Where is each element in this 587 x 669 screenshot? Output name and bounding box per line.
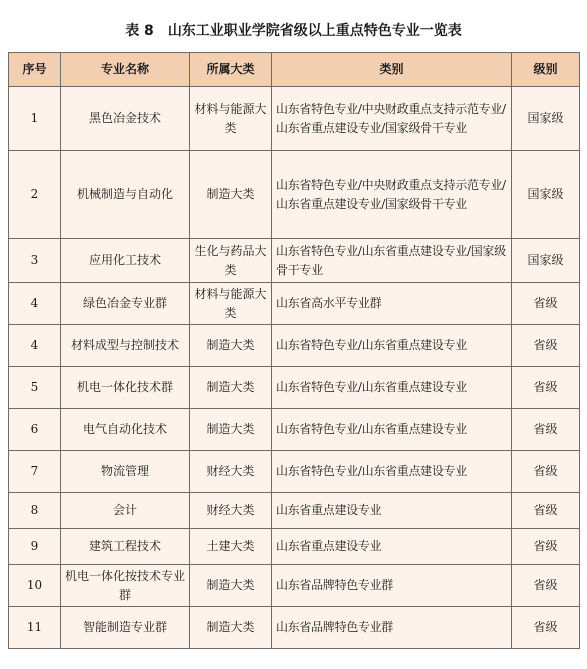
cell-type: 山东省重点建设专业 bbox=[272, 493, 512, 529]
cell-name: 机械制造与自动化 bbox=[61, 151, 190, 239]
cell-no: 11 bbox=[9, 607, 61, 649]
cell-category: 材料与能源大类 bbox=[190, 283, 272, 325]
cell-type: 山东省特色专业/山东省重点建设专业 bbox=[272, 325, 512, 367]
table-title: 山东工业职业学院省级以上重点特色专业一览表 bbox=[167, 23, 462, 39]
cell-name: 机电一体化技术群 bbox=[61, 367, 190, 409]
table-row bbox=[9, 151, 580, 239]
cell-category: 制造大类 bbox=[190, 607, 272, 649]
cell-type: 山东省特色专业/山东省重点建设专业 bbox=[272, 451, 512, 493]
header-name: 专业名称 bbox=[61, 53, 190, 87]
table-caption bbox=[0, 22, 587, 40]
cell-type: 山东省特色专业/中央财政重点支持示范专业/山东省重点建设专业/国家级骨干专业 bbox=[272, 87, 512, 151]
header-level: 级别 bbox=[512, 53, 580, 87]
cell-no: 4 bbox=[9, 283, 61, 325]
cell-no: 1 bbox=[9, 87, 61, 151]
cell-level: 省级 bbox=[512, 529, 580, 565]
table-row bbox=[9, 529, 580, 565]
cell-level: 国家级 bbox=[512, 87, 580, 151]
cell-category: 财经大类 bbox=[190, 493, 272, 529]
cell-name: 黑色冶金技术 bbox=[61, 87, 190, 151]
cell-category: 制造大类 bbox=[190, 367, 272, 409]
cell-level: 国家级 bbox=[512, 151, 580, 239]
cell-category: 制造大类 bbox=[190, 409, 272, 451]
cell-type: 山东省品牌特色专业群 bbox=[272, 565, 512, 607]
cell-no: 7 bbox=[9, 451, 61, 493]
cell-level: 省级 bbox=[512, 565, 580, 607]
cell-name: 建筑工程技术 bbox=[61, 529, 190, 565]
cell-no: 2 bbox=[9, 151, 61, 239]
table-row bbox=[9, 367, 580, 409]
cell-no: 10 bbox=[9, 565, 61, 607]
cell-no: 6 bbox=[9, 409, 61, 451]
cell-category: 材料与能源大类 bbox=[190, 87, 272, 151]
specialty-table bbox=[8, 52, 580, 649]
cell-name: 电气自动化技术 bbox=[61, 409, 190, 451]
cell-category: 财经大类 bbox=[190, 451, 272, 493]
cell-level: 省级 bbox=[512, 325, 580, 367]
cell-type: 山东省特色专业/山东省重点建设专业/国家级骨干专业 bbox=[272, 239, 512, 283]
table-row bbox=[9, 239, 580, 283]
cell-type: 山东省特色专业/中央财政重点支持示范专业/山东省重点建设专业/国家级骨干专业 bbox=[272, 151, 512, 239]
table-row bbox=[9, 607, 580, 649]
table-row bbox=[9, 493, 580, 529]
cell-category: 制造大类 bbox=[190, 151, 272, 239]
header-no: 序号 bbox=[9, 53, 61, 87]
cell-category: 制造大类 bbox=[190, 325, 272, 367]
cell-type: 山东省品牌特色专业群 bbox=[272, 607, 512, 649]
header-type: 类别 bbox=[272, 53, 512, 87]
table-row bbox=[9, 87, 580, 151]
cell-name: 绿色冶金专业群 bbox=[61, 283, 190, 325]
cell-category: 土建大类 bbox=[190, 529, 272, 565]
cell-type: 山东省特色专业/山东省重点建设专业 bbox=[272, 409, 512, 451]
table-row bbox=[9, 283, 580, 325]
cell-category: 制造大类 bbox=[190, 565, 272, 607]
cell-type: 山东省高水平专业群 bbox=[272, 283, 512, 325]
cell-category: 生化与药品大类 bbox=[190, 239, 272, 283]
cell-name: 机电一体化按技术专业群 bbox=[61, 565, 190, 607]
cell-type: 山东省特色专业/山东省重点建设专业 bbox=[272, 367, 512, 409]
cell-level: 省级 bbox=[512, 409, 580, 451]
cell-level: 国家级 bbox=[512, 239, 580, 283]
table-header-row bbox=[9, 53, 580, 87]
cell-name: 材料成型与控制技术 bbox=[61, 325, 190, 367]
table-number: 表 8 bbox=[125, 23, 154, 39]
cell-level: 省级 bbox=[512, 493, 580, 529]
cell-level: 省级 bbox=[512, 283, 580, 325]
cell-name: 智能制造专业群 bbox=[61, 607, 190, 649]
cell-name: 物流管理 bbox=[61, 451, 190, 493]
cell-no: 3 bbox=[9, 239, 61, 283]
cell-no: 4 bbox=[9, 325, 61, 367]
cell-level: 省级 bbox=[512, 607, 580, 649]
table-row bbox=[9, 409, 580, 451]
cell-name: 应用化工技术 bbox=[61, 239, 190, 283]
table-row bbox=[9, 451, 580, 493]
cell-type: 山东省重点建设专业 bbox=[272, 529, 512, 565]
cell-name: 会计 bbox=[61, 493, 190, 529]
header-category: 所属大类 bbox=[190, 53, 272, 87]
table-row bbox=[9, 565, 580, 607]
cell-level: 省级 bbox=[512, 367, 580, 409]
cell-no: 9 bbox=[9, 529, 61, 565]
table-row bbox=[9, 325, 580, 367]
cell-no: 8 bbox=[9, 493, 61, 529]
cell-no: 5 bbox=[9, 367, 61, 409]
cell-level: 省级 bbox=[512, 451, 580, 493]
